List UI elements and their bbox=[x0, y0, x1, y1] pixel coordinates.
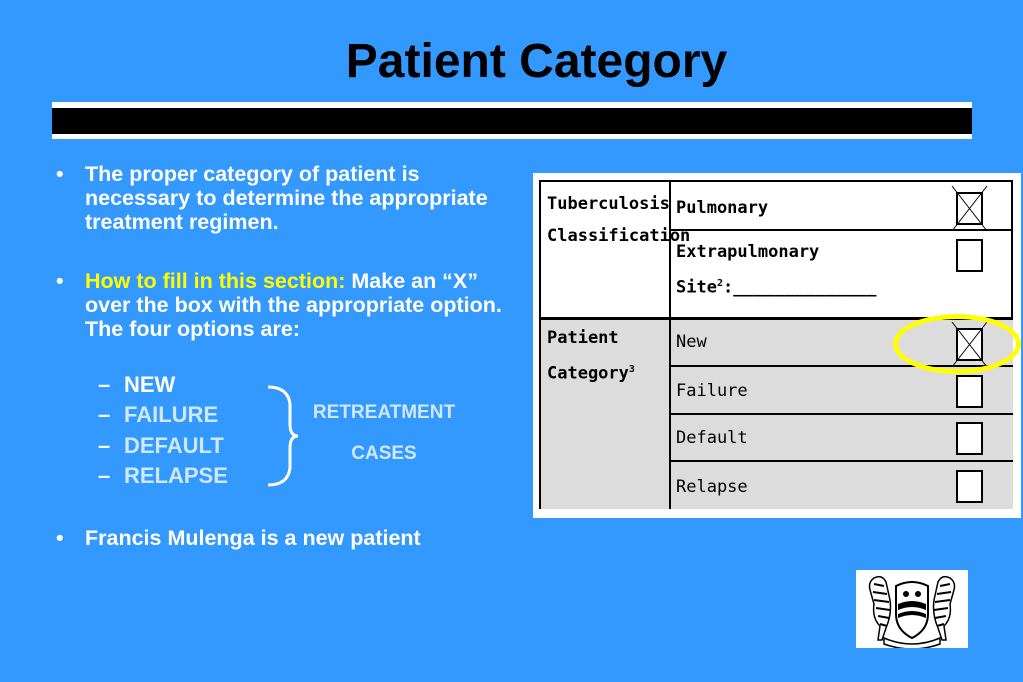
bullet-dot: • bbox=[56, 526, 64, 550]
relapse-label: Relapse bbox=[676, 477, 748, 497]
tb-classification-label-1: Tuberculosis bbox=[547, 194, 670, 214]
coat-of-arms-logo bbox=[856, 570, 968, 648]
retreatment-label: RETREATMENT bbox=[312, 402, 456, 423]
default-checkbox[interactable] bbox=[956, 422, 983, 455]
bullet-1-text: The proper category of patient is necessary to determine the appropriate treatment regimen. bbox=[85, 162, 488, 234]
extrapulmonary-checkbox[interactable] bbox=[956, 239, 983, 272]
default-label: Default bbox=[676, 428, 748, 448]
option-failure: – FAILURE bbox=[98, 402, 219, 427]
row-divider bbox=[669, 460, 1013, 462]
option-relapse: – RELAPSE bbox=[98, 463, 228, 488]
site-blank: :______________ bbox=[722, 277, 877, 298]
new-label: New bbox=[676, 332, 707, 352]
pulmonary-label: Pulmonary bbox=[676, 198, 769, 218]
right-brace-icon bbox=[266, 384, 300, 488]
bullet-2-text: Make an “X” over the box with the appropriate option. The four options are: bbox=[85, 269, 502, 341]
x-mark-icon bbox=[958, 194, 981, 223]
bullet-3-text: Francis Mulenga is a new patient bbox=[85, 526, 421, 550]
highlight-ellipse bbox=[893, 314, 1021, 374]
relapse-checkbox[interactable] bbox=[956, 470, 983, 503]
tb-classification-label-2: Classification bbox=[547, 226, 691, 246]
title-underline-bar bbox=[52, 108, 972, 134]
failure-checkbox[interactable] bbox=[956, 375, 983, 408]
patient-category-label-2 bbox=[547, 354, 635, 390]
site-label bbox=[676, 268, 877, 304]
coat-of-arms-icon bbox=[856, 570, 968, 648]
bullet-2 bbox=[50, 269, 520, 341]
option-failure-label: FAILURE bbox=[124, 402, 219, 427]
option-new: – NEW bbox=[98, 372, 176, 397]
option-relapse-label: RELAPSE bbox=[124, 463, 228, 488]
bullet-2-highlight: How to fill in this section: bbox=[85, 269, 346, 293]
bullet-3 bbox=[50, 526, 555, 550]
row-divider bbox=[669, 229, 1013, 231]
option-new-label: NEW bbox=[124, 372, 176, 397]
patient-category-text: Category bbox=[547, 363, 629, 384]
footnote-3: 3 bbox=[628, 364, 635, 375]
bullet-list bbox=[50, 162, 520, 341]
extrapulmonary-label: Extrapulmonary bbox=[676, 242, 820, 262]
option-default-label: DEFAULT bbox=[124, 433, 224, 458]
site-text: Site bbox=[676, 277, 717, 298]
bullet-dot: • bbox=[56, 269, 64, 293]
bullet-1 bbox=[50, 162, 520, 234]
page-title: Patient Category bbox=[345, 35, 728, 88]
row-divider bbox=[669, 413, 1013, 415]
cases-label: CASES bbox=[351, 443, 417, 464]
bullet-dot: • bbox=[56, 162, 64, 186]
footnote-2: 2 bbox=[716, 278, 723, 289]
failure-label: Failure bbox=[676, 381, 748, 401]
option-default: – DEFAULT bbox=[98, 433, 224, 458]
pulmonary-checkbox[interactable] bbox=[956, 192, 983, 225]
patient-category-label-1: Patient bbox=[547, 328, 619, 348]
